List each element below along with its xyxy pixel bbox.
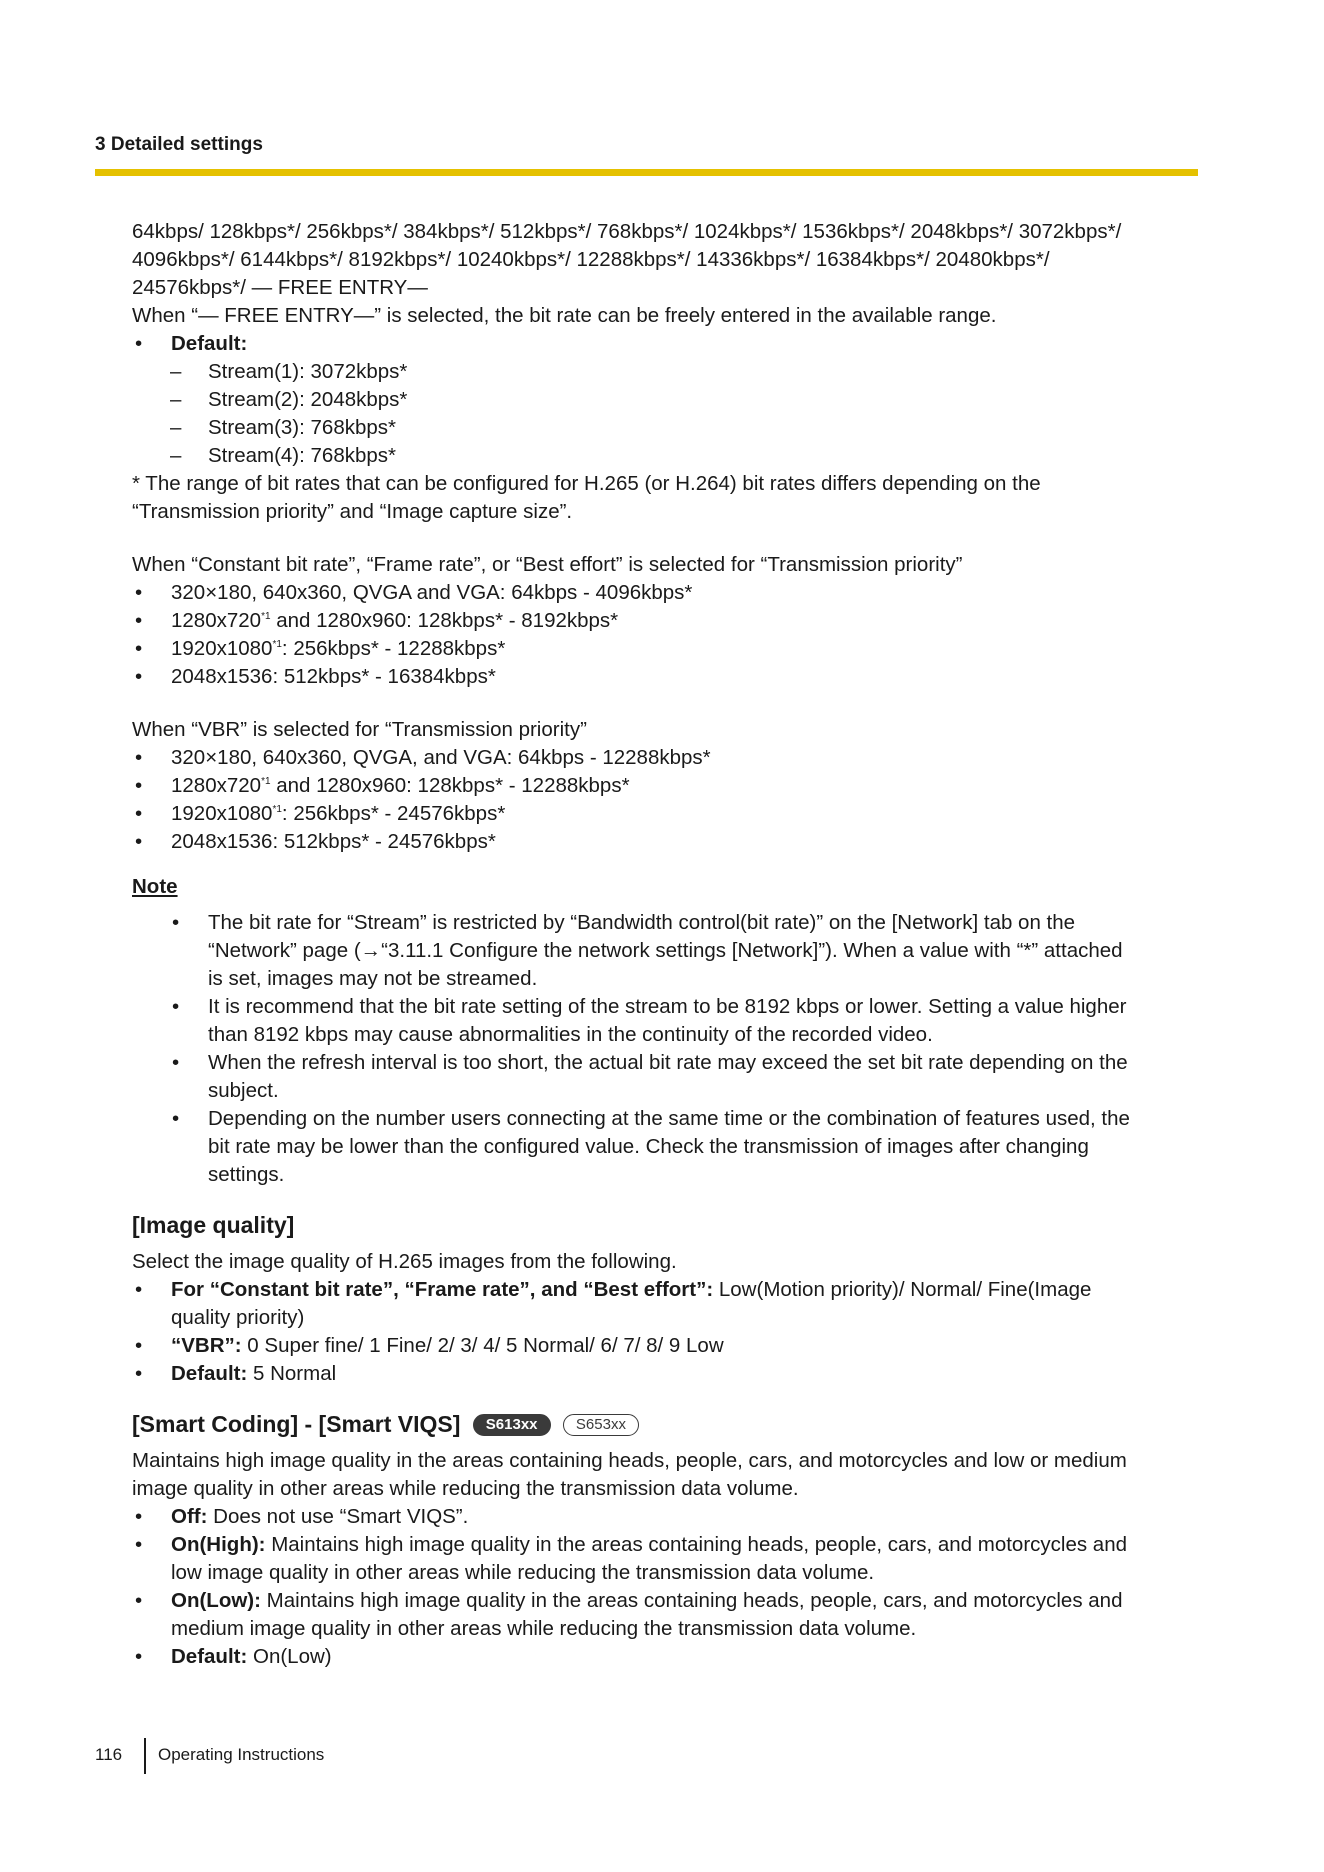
cbr-text: Low(Motion priority)/ Normal/ Fine(Image bbox=[713, 1278, 1092, 1301]
dash-glyph: – bbox=[170, 444, 182, 467]
note-line: is set, images may not be streamed. bbox=[208, 967, 538, 990]
bullet-glyph: • bbox=[135, 1533, 143, 1556]
range-text: 320×180, 640x360, QVGA and VGA: 64kbps - 4096kbps* bbox=[171, 581, 693, 604]
bitrate-options-line: 64kbps/ 128kbps*/ 256kbps*/ 384kbps*/ 512kbps*/ 768kbps*/ 1024kbps*/ 1536kbps*/ 2048kbps*/ 3072kbps*/ bbox=[132, 220, 1122, 243]
range-text: and 1280x960: 128kbps* - 12288kbps* bbox=[270, 774, 630, 797]
bullet-glyph: • bbox=[135, 774, 143, 797]
range-text: 2048x1536: 512kbps* - 24576kbps* bbox=[171, 830, 496, 853]
spacer bbox=[132, 526, 1202, 551]
footer-separator bbox=[144, 1738, 146, 1774]
note-title: Note bbox=[132, 875, 178, 898]
smart-coding-off-item bbox=[132, 1503, 1202, 1531]
footnote-ref: *1 bbox=[272, 639, 282, 650]
bullet-glyph: • bbox=[135, 1334, 143, 1357]
asterisk-note: * The range of bit rates that can be configured for H.265 (or H.264) bit rates differs depending on the bbox=[132, 472, 1041, 495]
default-stream-item bbox=[132, 442, 1202, 470]
cbr-intro: When “Constant bit rate”, “Frame rate”, or “Best effort” is selected for “Transmission priority” bbox=[132, 553, 963, 576]
image-quality-intro: Select the image quality of H.265 images from the following. bbox=[132, 1250, 677, 1273]
vbr-intro: When “VBR” is selected for “Transmission priority” bbox=[132, 718, 587, 741]
bitrate-options-line: 4096kbps*/ 6144kbps*/ 8192kbps*/ 10240kbps*/ 12288kbps*/ 14336kbps*/ 16384kbps*/ 20480kbps*/ bbox=[132, 248, 1050, 271]
bullet-glyph: • bbox=[135, 1505, 143, 1528]
high-text-continued: low image quality in other areas while reducing the transmission data volume. bbox=[171, 1561, 875, 1584]
dash-glyph: – bbox=[170, 388, 182, 411]
note-line: “Network” page (→“3.11.1 Configure the network settings [Network]”). When a value with “*” attached bbox=[208, 939, 1123, 962]
range-text: 1920x1080 bbox=[171, 637, 273, 660]
cbr-text-continued: quality priority) bbox=[171, 1306, 305, 1329]
default-stream-text: Stream(2): 2048kbps* bbox=[208, 388, 408, 411]
cbr-label: For “Constant bit rate”, “Frame rate”, and “Best effort”: bbox=[171, 1278, 714, 1301]
page-content bbox=[132, 218, 1202, 1671]
note-item bbox=[132, 993, 1202, 1049]
cbr-range-item bbox=[132, 663, 1202, 691]
image-quality-default-item bbox=[132, 1360, 1202, 1388]
note-line: settings. bbox=[208, 1163, 285, 1186]
bullet-glyph: • bbox=[135, 332, 143, 355]
section-header: 3 Detailed settings bbox=[95, 134, 263, 155]
image-quality-cbr-item bbox=[132, 1276, 1202, 1332]
smart-coding-high-item bbox=[132, 1531, 1202, 1587]
low-text: Maintains high image quality in the areas containing heads, people, cars, and motorcycles and bbox=[260, 1589, 1123, 1612]
free-entry-note: When “— FREE ENTRY—” is selected, the bit rate can be freely entered in the available range. bbox=[132, 304, 997, 327]
spacer bbox=[132, 691, 1202, 716]
bullet-glyph: • bbox=[135, 802, 143, 825]
range-text: : 256kbps* - 12288kbps* bbox=[281, 637, 506, 660]
vbr-range-item bbox=[132, 772, 1202, 800]
bullet-glyph: • bbox=[135, 665, 143, 688]
cbr-range-item bbox=[132, 635, 1202, 663]
note-line: The bit rate for “Stream” is restricted by “Bandwidth control(bit rate)” on the [Network] tab on the bbox=[208, 911, 1076, 934]
bullet-glyph: • bbox=[135, 830, 143, 853]
smart-coding-heading bbox=[132, 1410, 1202, 1438]
header-rule bbox=[95, 169, 1198, 176]
default-stream-text: Stream(4): 768kbps* bbox=[208, 444, 397, 467]
cbr-range-item bbox=[132, 579, 1202, 607]
default-stream-item bbox=[132, 386, 1202, 414]
vbr-text: 0 Super fine/ 1 Fine/ 2/ 3/ 4/ 5 Normal/ 6/ 7/ 8/ 9 Low bbox=[241, 1334, 724, 1357]
vbr-range-item bbox=[132, 744, 1202, 772]
high-text: Maintains high image quality in the areas containing heads, people, cars, and motorcycles and bbox=[265, 1533, 1128, 1556]
bullet-glyph: • bbox=[135, 1278, 143, 1301]
range-text: and 1280x960: 128kbps* - 8192kbps* bbox=[270, 609, 619, 632]
bullet-glyph: • bbox=[135, 1645, 143, 1668]
smart-coding-intro: Maintains high image quality in the areas containing heads, people, cars, and motorcycles and low or medium bbox=[132, 1449, 1127, 1472]
off-label: Off: bbox=[171, 1505, 208, 1528]
default-stream-text: Stream(1): 3072kbps* bbox=[208, 360, 408, 383]
off-text: Does not use “Smart VIQS”. bbox=[207, 1505, 469, 1528]
vbr-label: “VBR”: bbox=[171, 1334, 242, 1357]
bullet-glyph: • bbox=[135, 1589, 143, 1612]
default-label: Default: bbox=[171, 332, 248, 355]
page-number: 116 bbox=[95, 1745, 123, 1764]
vbr-range-item bbox=[132, 800, 1202, 828]
bullet-glyph: • bbox=[135, 581, 143, 604]
cbr-range-item bbox=[132, 607, 1202, 635]
default-item bbox=[132, 330, 1202, 358]
note-line: It is recommend that the bit rate setting of the stream to be 8192 kbps or lower. Setting a value higher bbox=[208, 995, 1127, 1018]
default-text: 5 Normal bbox=[247, 1362, 337, 1385]
range-text: : 256kbps* - 24576kbps* bbox=[281, 802, 506, 825]
smart-coding-default-item bbox=[132, 1643, 1202, 1671]
default-label: Default: bbox=[171, 1362, 248, 1385]
bullet-glyph: • bbox=[172, 911, 180, 934]
bitrate-options-line: 24576kbps*/ — FREE ENTRY— bbox=[132, 276, 428, 299]
note-item bbox=[132, 909, 1202, 993]
note-item bbox=[132, 1049, 1202, 1105]
footnote-ref: *1 bbox=[261, 611, 271, 622]
note-line: bit rate may be lower than the configured value. Check the transmission of images after changing bbox=[208, 1135, 1089, 1158]
model-badge-s653: S653xx bbox=[563, 1414, 639, 1436]
footnote-ref: *1 bbox=[261, 776, 271, 787]
default-text: On(Low) bbox=[247, 1645, 332, 1668]
smart-coding-heading-text: [Smart Coding] - [Smart VIQS] bbox=[132, 1411, 461, 1437]
note-line: than 8192 kbps may cause abnormalities in the continuity of the recorded video. bbox=[208, 1023, 933, 1046]
range-text: 1280x720 bbox=[171, 609, 262, 632]
range-text: 1920x1080 bbox=[171, 802, 273, 825]
default-stream-item bbox=[132, 414, 1202, 442]
dash-glyph: – bbox=[170, 360, 182, 383]
bullet-glyph: • bbox=[172, 995, 180, 1018]
default-label: Default: bbox=[171, 1645, 248, 1668]
range-text: 320×180, 640x360, QVGA, and VGA: 64kbps - 12288kbps* bbox=[171, 746, 711, 769]
smart-coding-low-item bbox=[132, 1587, 1202, 1643]
image-quality-heading: [Image quality] bbox=[132, 1212, 295, 1238]
note-item bbox=[132, 1105, 1202, 1189]
bullet-glyph: • bbox=[135, 637, 143, 660]
bullet-glyph: • bbox=[172, 1107, 180, 1130]
bullet-glyph: • bbox=[135, 1362, 143, 1385]
default-stream-item bbox=[132, 358, 1202, 386]
image-quality-vbr-item bbox=[132, 1332, 1202, 1360]
bullet-glyph: • bbox=[172, 1051, 180, 1074]
bullet-glyph: • bbox=[135, 609, 143, 632]
bullet-glyph: • bbox=[135, 746, 143, 769]
note-line: subject. bbox=[208, 1079, 279, 1102]
low-text-continued: medium image quality in other areas while reducing the transmission data volume. bbox=[171, 1617, 917, 1640]
low-label: On(Low): bbox=[171, 1589, 261, 1612]
asterisk-note: “Transmission priority” and “Image capture size”. bbox=[132, 500, 573, 523]
footer-doc-title: Operating Instructions bbox=[158, 1745, 325, 1764]
note-line: When the refresh interval is too short, the actual bit rate may exceed the set bit rate depending on the bbox=[208, 1051, 1128, 1074]
high-label: On(High): bbox=[171, 1533, 266, 1556]
model-badge-s613: S613xx bbox=[473, 1414, 551, 1436]
range-text: 1280x720 bbox=[171, 774, 262, 797]
note-line: Depending on the number users connecting at the same time or the combination of features used, the bbox=[208, 1107, 1130, 1130]
dash-glyph: – bbox=[170, 416, 182, 439]
footnote-ref: *1 bbox=[272, 804, 282, 815]
range-text: 2048x1536: 512kbps* - 16384kbps* bbox=[171, 665, 496, 688]
vbr-range-item bbox=[132, 828, 1202, 856]
smart-coding-intro: image quality in other areas while reducing the transmission data volume. bbox=[132, 1477, 799, 1500]
default-stream-text: Stream(3): 768kbps* bbox=[208, 416, 397, 439]
